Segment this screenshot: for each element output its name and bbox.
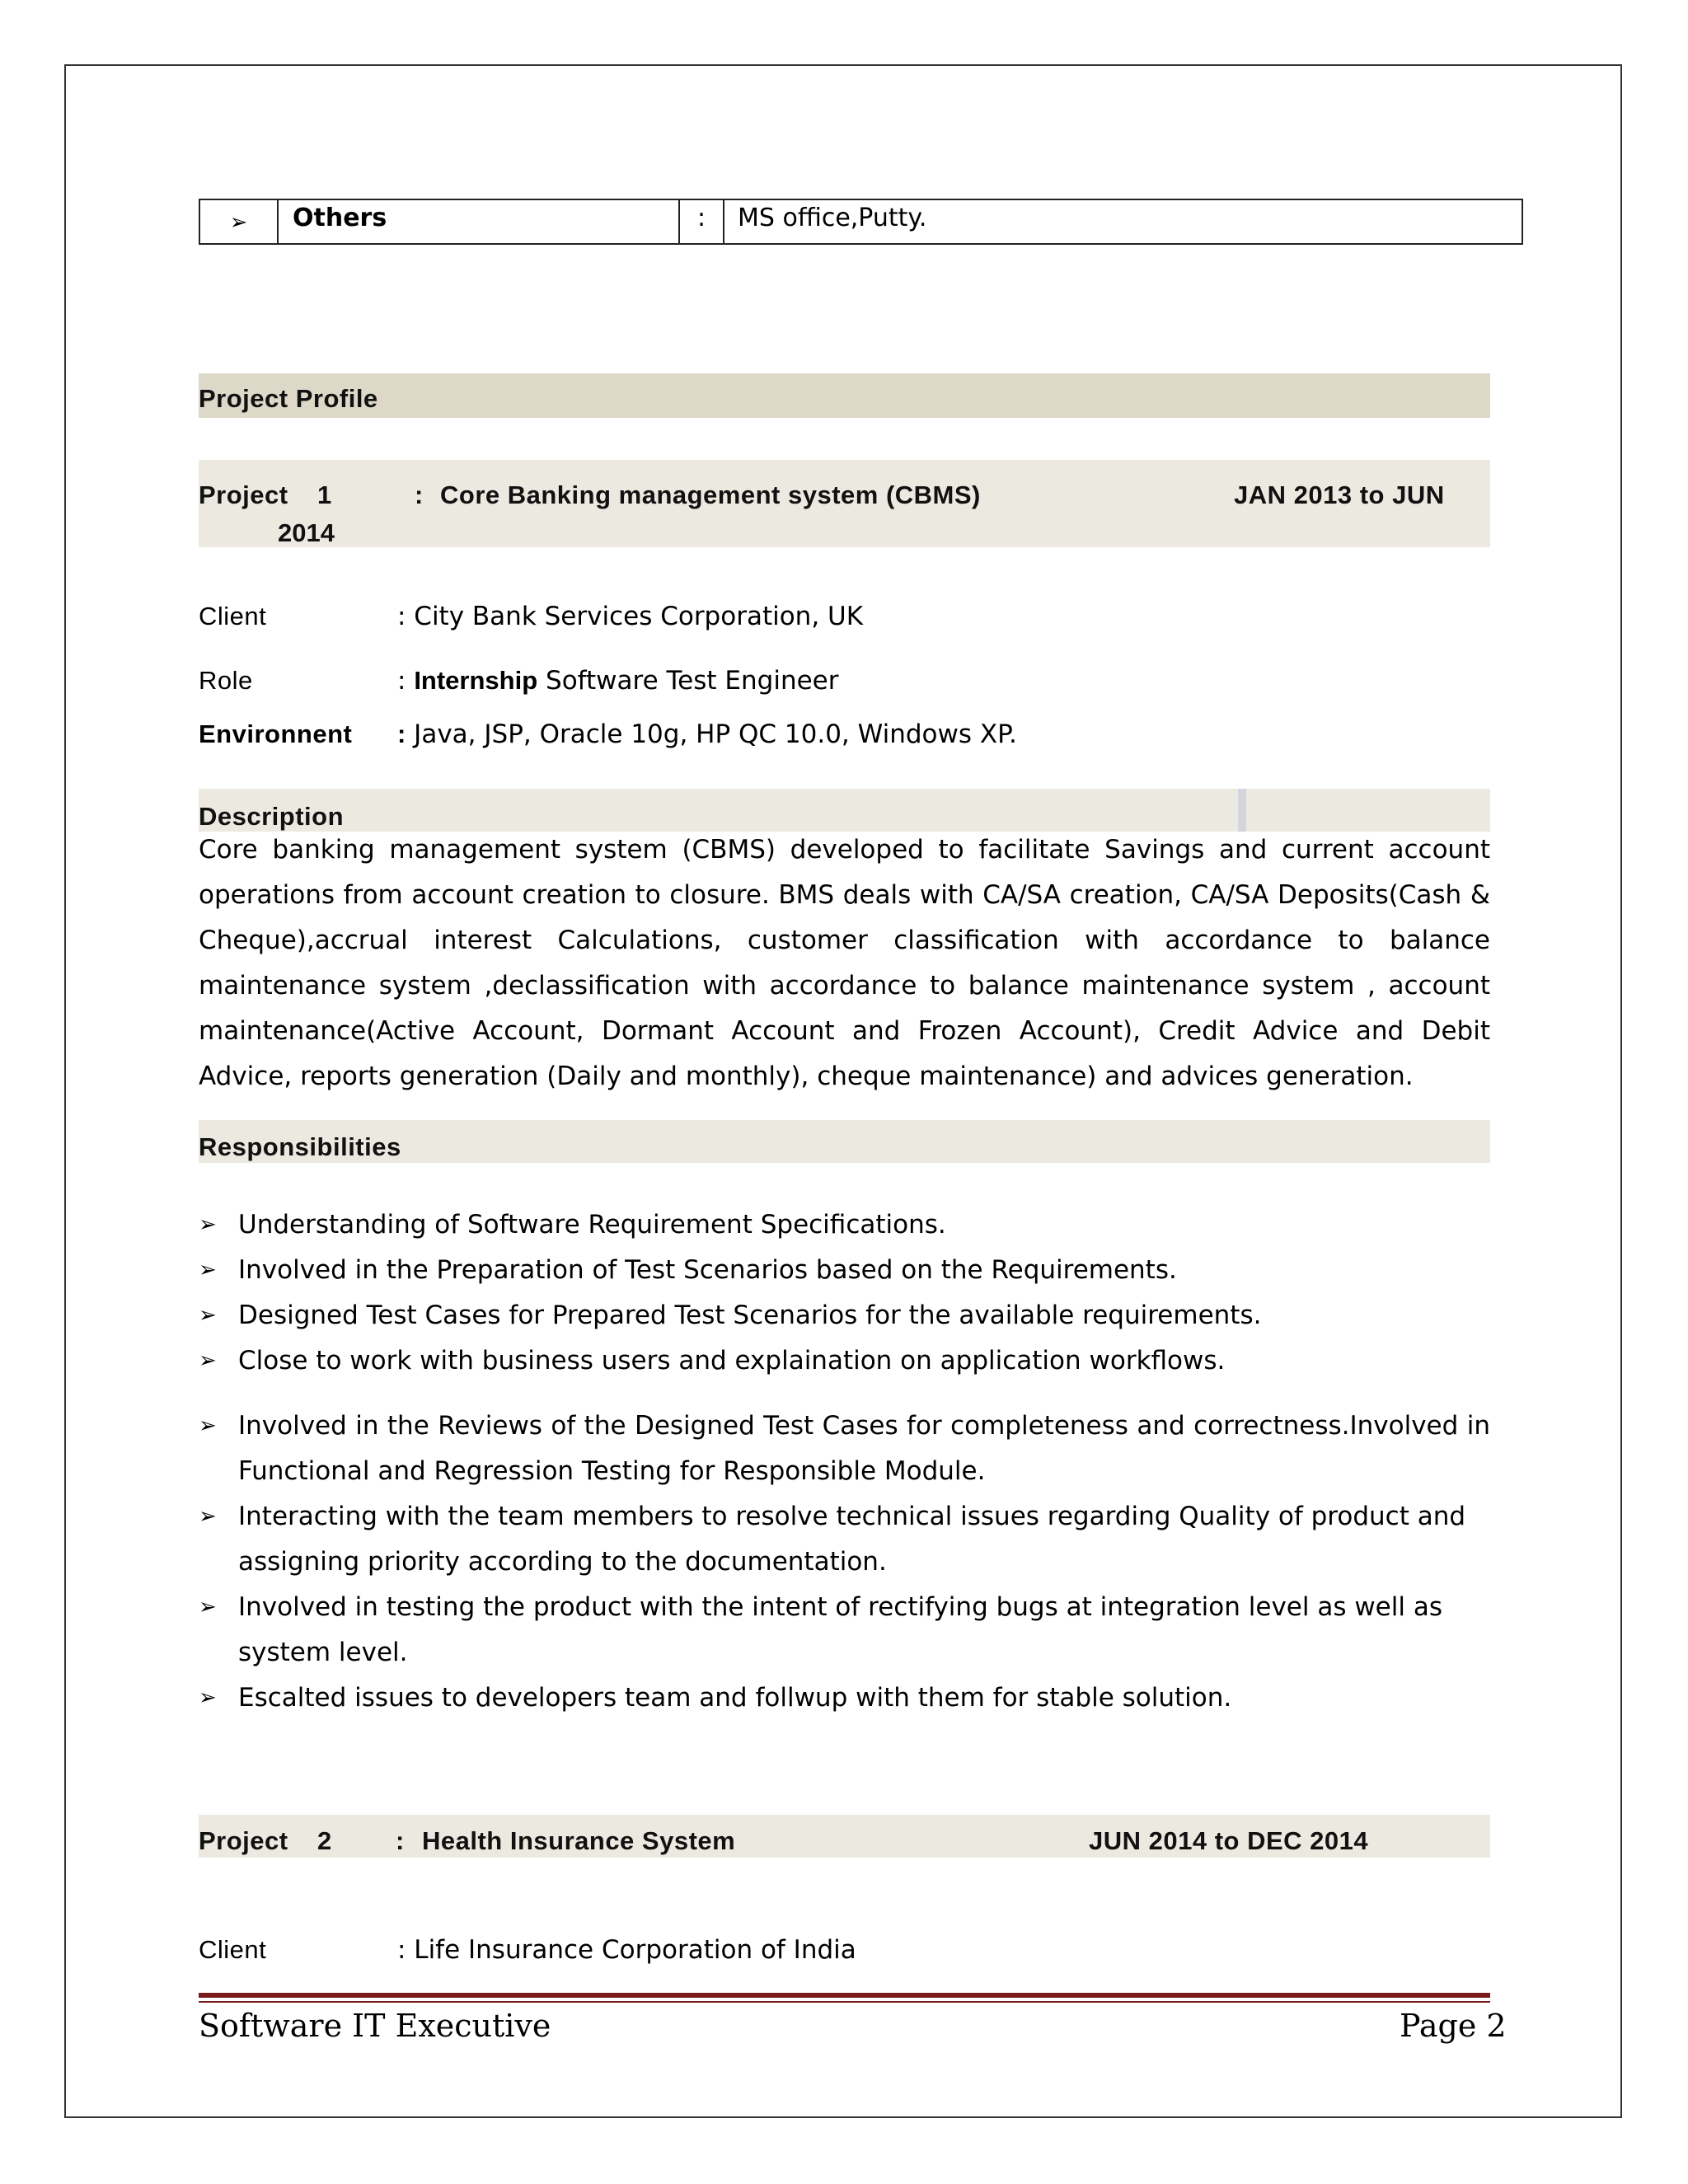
list-item <box>199 1404 1490 1494</box>
bullet-arrow-icon: ➢ <box>199 1413 217 1438</box>
role-rest: Software Test Engineer <box>537 666 839 696</box>
bullet-arrow-icon: ➢ <box>199 1212 217 1237</box>
responsibilities-list-a <box>199 1202 1490 1384</box>
footer-rule <box>199 1993 1490 1998</box>
list-item-text: Interacting with the team members to resolve technical issues regarding Quality of product and assigning priority according to the documentation. <box>238 1502 1466 1577</box>
environment-label: Environnent <box>199 719 353 748</box>
client-label: Client <box>199 602 267 630</box>
list-item-text: Understanding of Software Requirement Specifications. <box>238 1210 946 1240</box>
skill-value: MS office,Putty. <box>738 204 927 232</box>
list-item <box>199 1293 1490 1338</box>
footer-title: Software IT Executive <box>199 2008 551 2044</box>
page-number: Page 2 <box>1400 2008 1507 2044</box>
environment-colon: : <box>397 719 406 748</box>
footer-rule-thin <box>199 2001 1490 2003</box>
role-label: Role <box>199 666 253 695</box>
bullet-arrow-icon: ➢ <box>199 1303 217 1328</box>
project-title: Core Banking management system (CBMS) <box>440 480 981 509</box>
section-header-responsibilities <box>199 1120 1490 1163</box>
skills-table-row <box>199 199 1523 245</box>
project-colon: : <box>396 1826 405 1855</box>
list-item-text: Involved in testing the product with the intent of rectifying bugs at integration level as well as system level. <box>238 1592 1442 1667</box>
role-bold: Internship <box>414 666 538 695</box>
list-item <box>199 1494 1490 1585</box>
selection-marker <box>1238 789 1246 832</box>
project-dates-continued: 2014 <box>278 518 335 547</box>
environment-text: Java, JSP, Oracle 10g, HP QC 10.0, Windows XP. <box>406 719 1017 749</box>
project-colon: : <box>415 480 424 509</box>
list-item <box>199 1675 1490 1721</box>
project-number: 2 <box>317 1826 332 1855</box>
list-item-text: Involved in the Preparation of Test Scenarios based on the Requirements. <box>238 1255 1177 1285</box>
project-label: Project <box>199 480 288 509</box>
list-item-text: Designed Test Cases for Prepared Test Scenarios for the available requirements. <box>238 1301 1262 1330</box>
list-item-text: Involved in the Reviews of the Designed Test Cases for completeness and correctness.Involved in Functional and Regression Testing for Responsible Module. <box>238 1411 1490 1486</box>
description-heading: Description <box>199 802 345 831</box>
client-value: : Life Insurance Corporation of India <box>397 1935 856 1965</box>
bullet-arrow-icon: ➢ <box>199 1595 217 1619</box>
project-number: 1 <box>317 480 332 509</box>
list-item-text: Close to work with business users and explaination on application workflows. <box>238 1346 1226 1376</box>
responsibilities-list-b <box>199 1404 1490 1721</box>
client-value: : City Bank Services Corporation, UK <box>397 602 864 631</box>
list-item <box>199 1248 1490 1293</box>
project-title: Health Insurance System <box>422 1826 736 1855</box>
role-prefix: : <box>397 666 415 696</box>
list-item <box>199 1338 1490 1384</box>
project-2-header <box>199 1815 1490 1858</box>
bullet-arrow-icon: ➢ <box>199 1258 217 1282</box>
skill-label: Others <box>279 200 680 243</box>
section-title: Project Profile <box>199 384 378 413</box>
bullet-arrow-icon: ➢ <box>200 200 279 243</box>
description-paragraph: Core banking management system (CBMS) developed to facilitate Savings and current account operations from account creation to closure. BMS deals with CA/SA creation, CA/SA Deposits(Cash & Cheque),accrual interest Calculations, customer classification with accordance to balance maintenance system ,declassification with accordance to balance maintenance system , account maintenance(Active Account, Dormant Account and Frozen Account), Credit Advice and Debit Advice, reports generation (Daily and monthly), cheque maintenance) and advices generation. <box>199 835 1490 1091</box>
list-item-text: Escalted issues to developers team and follwup with them for stable solution. <box>238 1683 1232 1713</box>
list-item <box>199 1202 1490 1248</box>
section-header-project-profile <box>199 373 1490 418</box>
list-item <box>199 1585 1490 1675</box>
section-header-description <box>199 789 1490 832</box>
project-1-header <box>199 460 1490 547</box>
bullet-arrow-icon: ➢ <box>199 1685 217 1710</box>
role-value <box>397 666 838 696</box>
responsibilities-heading: Responsibilities <box>199 1132 401 1161</box>
skill-colon: : <box>680 200 724 243</box>
bullet-arrow-icon: ➢ <box>199 1348 217 1373</box>
project-label: Project <box>199 1826 288 1855</box>
project-dates: JUN 2014 to DEC 2014 <box>1089 1826 1369 1855</box>
environment-value <box>397 719 1017 749</box>
bullet-arrow-icon: ➢ <box>199 1504 217 1529</box>
project-dates: JAN 2013 to JUN <box>1234 480 1445 509</box>
client-label: Client <box>199 1935 267 1964</box>
